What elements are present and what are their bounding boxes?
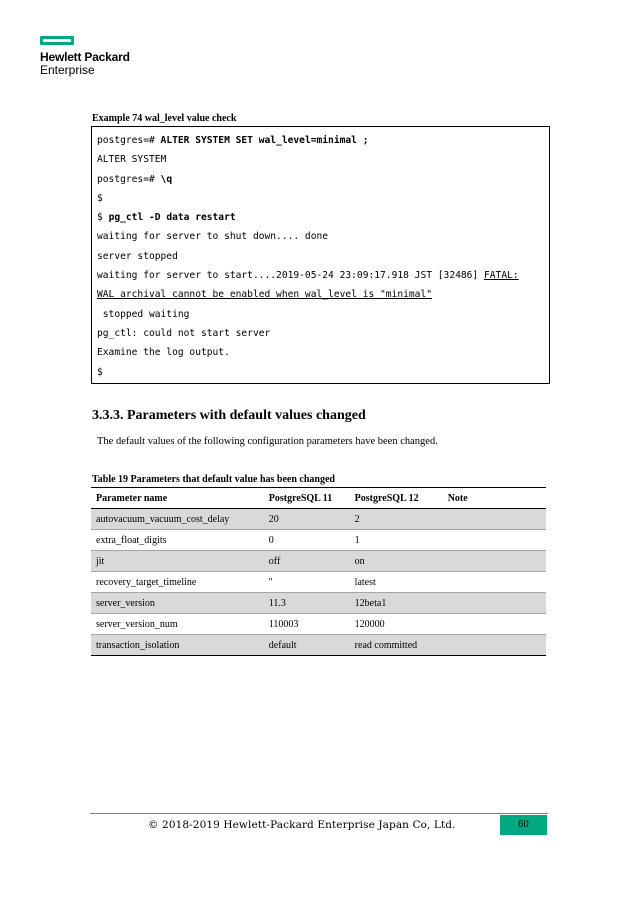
table-caption: Table 19 Parameters that default value has been changed	[92, 474, 335, 485]
table-cell	[443, 572, 546, 593]
table-cell: 11.3	[264, 593, 350, 614]
table-cell: autovacuum_vacuum_cost_delay	[91, 509, 264, 530]
table-cell: off	[264, 551, 350, 572]
table-row	[91, 593, 546, 614]
column-header: PostgreSQL 11	[264, 488, 350, 509]
logo-line2: Enterprise	[40, 63, 95, 77]
table-cell	[443, 551, 546, 572]
code-line: pg_ctl: could not start server	[97, 327, 271, 339]
table-cell: latest	[350, 572, 443, 593]
table-row	[91, 572, 546, 593]
table-row	[91, 614, 546, 635]
code-line: waiting for server to start....2019-05-24 23:09:17.918 JST [32486] FATAL:	[97, 270, 519, 282]
column-header: Note	[443, 488, 546, 509]
code-line: $	[97, 366, 103, 378]
table-cell	[443, 635, 546, 656]
code-line: server stopped	[97, 250, 178, 262]
hpe-logo	[40, 36, 130, 77]
table-cell: recovery_target_timeline	[91, 572, 264, 593]
table-cell	[443, 614, 546, 635]
section-paragraph: The default values of the following configuration parameters have been changed.	[97, 436, 438, 447]
table-cell: server_version	[91, 593, 264, 614]
table-cell	[443, 509, 546, 530]
table-cell: transaction_isolation	[91, 635, 264, 656]
table-cell: server_version_num	[91, 614, 264, 635]
column-header: PostgreSQL 12	[350, 488, 443, 509]
code-line: $ pg_ctl -D data restart	[97, 212, 236, 224]
code-block	[91, 126, 550, 384]
code-line: Examine the log output.	[97, 347, 230, 359]
table-cell: ''	[264, 572, 350, 593]
table-cell: 20	[264, 509, 350, 530]
table-header-row	[91, 488, 546, 509]
parameters-table	[91, 487, 546, 656]
table-cell: read committed	[350, 635, 443, 656]
logo-line1: Hewlett Packard	[40, 50, 130, 64]
logo-rectangle-icon	[40, 36, 74, 45]
table-row	[91, 635, 546, 656]
table-cell: 120000	[350, 614, 443, 635]
table-cell: 1	[350, 530, 443, 551]
table-cell: 2	[350, 509, 443, 530]
table-cell: 12beta1	[350, 593, 443, 614]
code-line: stopped waiting	[97, 308, 190, 320]
example-caption: Example 74 wal_level value check	[92, 113, 237, 124]
code-line: ALTER SYSTEM	[97, 154, 167, 166]
footer-divider	[90, 813, 548, 814]
table-row	[91, 551, 546, 572]
table-cell: default	[264, 635, 350, 656]
table-row	[91, 509, 546, 530]
code-line: waiting for server to shut down.... done	[97, 231, 329, 243]
page-number: 60	[500, 815, 547, 835]
code-line: postgres=# \q	[97, 173, 173, 185]
table-cell: on	[350, 551, 443, 572]
table-cell	[443, 530, 546, 551]
code-line: WAL archival cannot be enabled when wal_level is "minimal"	[97, 289, 433, 301]
code-line: $	[97, 192, 103, 204]
section-heading: 3.3.3. Parameters with default values changed	[92, 408, 366, 423]
footer-copyright: © 2018-2019 Hewlett-Packard Enterprise Japan Co, Ltd.	[148, 819, 456, 831]
table-cell: 0	[264, 530, 350, 551]
table-cell: extra_float_digits	[91, 530, 264, 551]
table-cell	[443, 593, 546, 614]
table-cell: jit	[91, 551, 264, 572]
column-header: Parameter name	[91, 488, 264, 509]
code-line: postgres=# ALTER SYSTEM SET wal_level=minimal ;	[97, 135, 369, 146]
table-row	[91, 530, 546, 551]
table-cell: 110003	[264, 614, 350, 635]
